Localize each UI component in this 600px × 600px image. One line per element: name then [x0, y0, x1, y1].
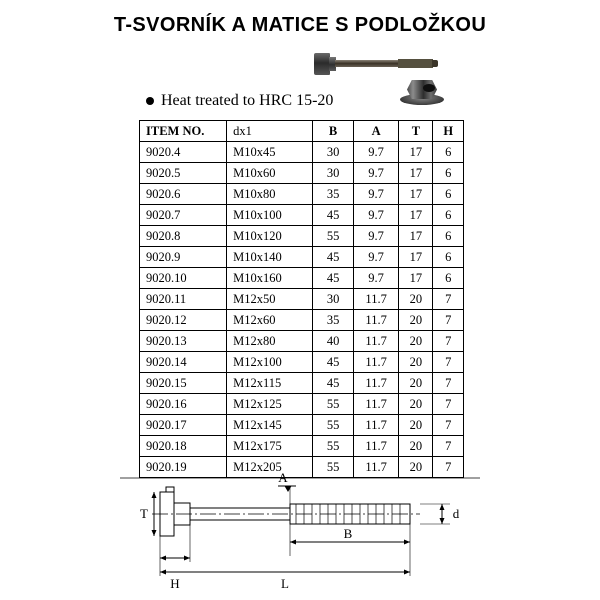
table-row: [140, 373, 464, 394]
table-row: [140, 331, 464, 352]
cell-item-no: 9020.9: [140, 247, 227, 268]
cell-item-no: 9020.15: [140, 373, 227, 394]
cell-h: 6: [433, 184, 464, 205]
cell-t: 20: [399, 352, 433, 373]
table-row: [140, 310, 464, 331]
cell-t: 20: [399, 373, 433, 394]
cell-b: 55: [313, 457, 353, 478]
cell-item-no: 9020.4: [140, 142, 227, 163]
flange-nut-icon: [400, 80, 444, 106]
cell-dx1: M10x45: [227, 142, 313, 163]
nut-body: [407, 80, 437, 99]
drawing-label-l: L: [281, 576, 289, 590]
cell-t: 17: [399, 205, 433, 226]
cell-item-no: 9020.7: [140, 205, 227, 226]
cell-dx1: M10x120: [227, 226, 313, 247]
cell-dx1: M12x125: [227, 394, 313, 415]
cell-h: 7: [433, 289, 464, 310]
specification-table-container: [139, 120, 464, 478]
cell-a: 9.7: [353, 163, 399, 184]
table-row: [140, 247, 464, 268]
cell-dx1: M10x160: [227, 268, 313, 289]
cell-t: 17: [399, 142, 433, 163]
drawing-label-h: H: [170, 576, 180, 590]
cell-dx1: M12x115: [227, 373, 313, 394]
cell-item-no: 9020.13: [140, 331, 227, 352]
cell-h: 7: [433, 394, 464, 415]
cell-t: 20: [399, 331, 433, 352]
cell-t: 20: [399, 436, 433, 457]
drawing-label-t: T: [140, 506, 148, 521]
cell-t: 20: [399, 415, 433, 436]
table-row: [140, 415, 464, 436]
cell-h: 7: [433, 352, 464, 373]
cell-a: 11.7: [353, 394, 399, 415]
cell-h: 6: [433, 226, 464, 247]
table-row: [140, 163, 464, 184]
cell-h: 7: [433, 457, 464, 478]
cell-b: 55: [313, 436, 353, 457]
cell-h: 7: [433, 373, 464, 394]
table-row: [140, 394, 464, 415]
table-row: [140, 142, 464, 163]
cell-item-no: 9020.19: [140, 457, 227, 478]
cell-t: 20: [399, 394, 433, 415]
cell-a: 11.7: [353, 289, 399, 310]
cell-t: 17: [399, 163, 433, 184]
cell-t: 20: [399, 457, 433, 478]
column-header-a: A: [353, 121, 399, 142]
cell-dx1: M12x80: [227, 331, 313, 352]
column-header-b: B: [313, 121, 353, 142]
cell-b: 40: [313, 331, 353, 352]
cell-b: 55: [313, 394, 353, 415]
table-row: [140, 352, 464, 373]
cell-a: 9.7: [353, 142, 399, 163]
cell-a: 11.7: [353, 352, 399, 373]
page-title: T-SVORNÍK A MATICE S PODLOŽKOU: [113, 14, 487, 36]
cell-a: 11.7: [353, 457, 399, 478]
cell-item-no: 9020.17: [140, 415, 227, 436]
cell-item-no: 9020.14: [140, 352, 227, 373]
cell-t: 17: [399, 226, 433, 247]
drawing-arrowheads: [152, 486, 445, 575]
cell-b: 45: [313, 352, 353, 373]
cell-h: 6: [433, 247, 464, 268]
cell-b: 30: [313, 163, 353, 184]
table-header-row: [140, 121, 464, 142]
drawing-label-d: d: [452, 506, 460, 521]
cell-h: 6: [433, 142, 464, 163]
cell-item-no: 9020.11: [140, 289, 227, 310]
column-header-item-no: ITEM NO.: [140, 121, 227, 142]
cell-b: 45: [313, 247, 353, 268]
bolt-shank: [335, 60, 399, 67]
heat-treatment-note-text: Heat treated to HRC 15-20: [161, 92, 334, 109]
bullet-dot-icon: [146, 97, 154, 105]
cell-a: 11.7: [353, 415, 399, 436]
cell-h: 7: [433, 436, 464, 457]
cell-b: 45: [313, 205, 353, 226]
cell-item-no: 9020.10: [140, 268, 227, 289]
cell-b: 55: [313, 415, 353, 436]
table-row: [140, 268, 464, 289]
cell-t: 20: [399, 289, 433, 310]
cell-h: 7: [433, 415, 464, 436]
cell-a: 11.7: [353, 310, 399, 331]
cell-b: 30: [313, 289, 353, 310]
table-row: [140, 184, 464, 205]
cell-dx1: M12x60: [227, 310, 313, 331]
cell-h: 6: [433, 268, 464, 289]
cell-h: 6: [433, 205, 464, 226]
cell-t: 17: [399, 247, 433, 268]
table-row: [140, 205, 464, 226]
column-header-t: T: [399, 121, 433, 142]
cell-b: 35: [313, 184, 353, 205]
cell-dx1: M12x205: [227, 457, 313, 478]
cell-b: 45: [313, 373, 353, 394]
cell-h: 6: [433, 163, 464, 184]
technical-drawing: [120, 470, 490, 590]
table-row: [140, 289, 464, 310]
cell-dx1: M10x60: [227, 163, 313, 184]
cell-h: 7: [433, 310, 464, 331]
hex-socket-bolt-icon: [314, 53, 330, 75]
cell-item-no: 9020.16: [140, 394, 227, 415]
cell-item-no: 9020.6: [140, 184, 227, 205]
cell-dx1: M12x145: [227, 415, 313, 436]
drawing-label-a: A: [278, 470, 288, 485]
specification-table: [139, 120, 464, 478]
cell-a: 9.7: [353, 184, 399, 205]
cell-dx1: M10x140: [227, 247, 313, 268]
cell-a: 11.7: [353, 373, 399, 394]
drawing-label-b: B: [343, 526, 353, 541]
cell-a: 9.7: [353, 226, 399, 247]
cell-dx1: M12x50: [227, 289, 313, 310]
column-header-dx1: dx1: [227, 121, 313, 142]
cell-item-no: 9020.18: [140, 436, 227, 457]
drawing-head-nib: [166, 487, 174, 492]
cell-a: 9.7: [353, 247, 399, 268]
cell-dx1: M12x175: [227, 436, 313, 457]
bolt-tip: [432, 60, 438, 67]
cell-dx1: M10x100: [227, 205, 313, 226]
cell-b: 55: [313, 226, 353, 247]
cell-h: 7: [433, 331, 464, 352]
bolt-thread: [398, 59, 433, 68]
cell-t: 17: [399, 268, 433, 289]
cell-b: 35: [313, 310, 353, 331]
cell-a: 11.7: [353, 331, 399, 352]
cell-a: 9.7: [353, 268, 399, 289]
cell-item-no: 9020.5: [140, 163, 227, 184]
table-row: [140, 436, 464, 457]
cell-item-no: 9020.12: [140, 310, 227, 331]
cell-t: 17: [399, 184, 433, 205]
cell-item-no: 9020.8: [140, 226, 227, 247]
table-row: [140, 226, 464, 247]
nut-hole: [423, 84, 435, 92]
cell-a: 9.7: [353, 205, 399, 226]
cell-dx1: M10x80: [227, 184, 313, 205]
technical-drawing-svg: [120, 470, 490, 590]
cell-dx1: M12x100: [227, 352, 313, 373]
cell-a: 11.7: [353, 436, 399, 457]
cell-t: 20: [399, 310, 433, 331]
cell-b: 30: [313, 142, 353, 163]
heat-treatment-note: [146, 92, 333, 110]
cell-b: 45: [313, 268, 353, 289]
column-header-h: H: [433, 121, 464, 142]
